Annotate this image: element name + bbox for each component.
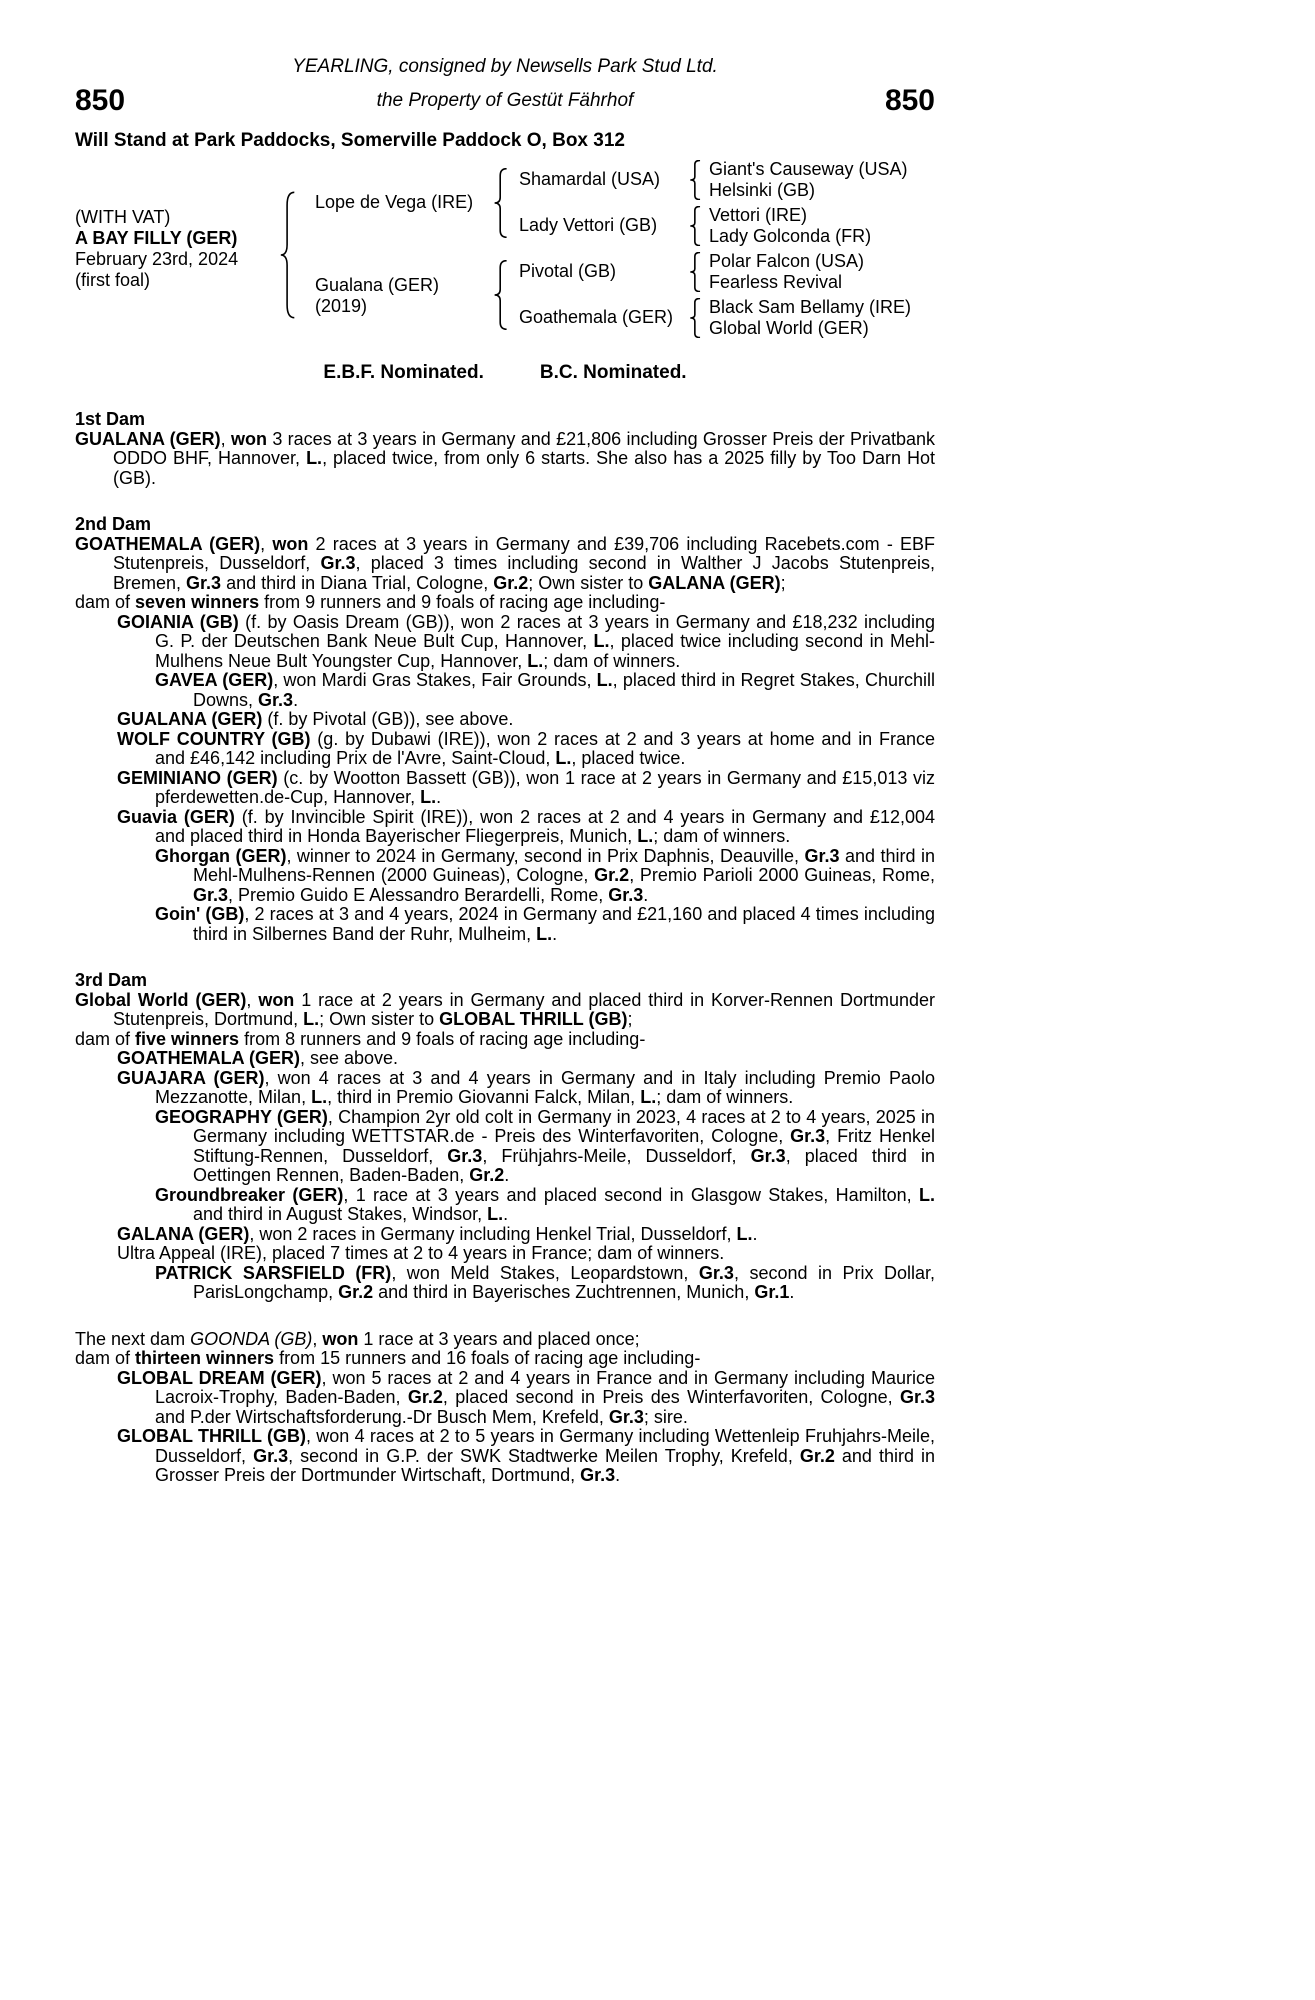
pedigree-paragraph: [75, 1186, 935, 1225]
pedigree-sire: Lope de Vega (IRE): [315, 192, 474, 212]
text-segment: 3 races at 3 years in Germany and £21,806 including Grosser Preis der Privatbank ODDO BHF, Hannover,: [113, 428, 935, 468]
text-segment: ,: [312, 1328, 323, 1349]
pedigree-paragraph: [75, 1264, 935, 1303]
text-segment: Gr.2: [338, 1282, 374, 1302]
text-segment: , placed second in Preis des Winterfavoriten, Cologne,: [442, 1387, 900, 1407]
brace-generation1: [279, 191, 297, 319]
text-segment: ,: [260, 533, 273, 554]
pedigree-paragraph: [75, 730, 935, 769]
text-segment: 1 race at 2 years in Germany and placed third in Korver-Rennen Dortmunder Stutenpreis, Dortmund,: [113, 989, 935, 1029]
text-segment: WOLF COUNTRY (GB): [117, 728, 311, 749]
text-segment: GLOBAL THRILL (GB): [117, 1426, 306, 1446]
text-segment: PATRICK SARSFIELD (FR): [155, 1262, 392, 1283]
pedigree-sire-sire-dam: Helsinki (GB): [709, 180, 816, 200]
text-segment: GLOBAL DREAM (GER): [117, 1367, 322, 1388]
text-segment: , see above.: [299, 1048, 399, 1068]
pedigree-paragraph: [75, 1330, 935, 1350]
subject-name: A BAY FILLY (GER): [75, 228, 238, 248]
text-segment: , won Meld Stakes, Leopardstown,: [391, 1262, 699, 1283]
pedigree-dam-dam-dam: Global World (GER): [709, 318, 869, 338]
text-segment: and third in August Stakes, Windsor,: [193, 1204, 488, 1224]
text-segment: and P.der Wirtschaftsforderung.-Dr Busch Mem, Krefeld,: [155, 1406, 609, 1427]
property-line: the Property of Gestüt Fährhof: [376, 90, 634, 111]
consignor-line: YEARLING, consigned by Newsells Park Stud Ltd.: [292, 56, 718, 77]
text-segment: .: [615, 1465, 621, 1485]
dam-section: [75, 971, 935, 1303]
pedigree-sire-sire: Shamardal (USA): [519, 169, 661, 189]
pedigree-paragraph: [75, 1108, 935, 1186]
text-segment: L.: [487, 1204, 504, 1224]
pedigree-sire-dam: Lady Vettori (GB): [519, 215, 658, 235]
text-segment: ; dam of winners.: [653, 826, 791, 846]
pedigree-paragraph: [75, 991, 935, 1030]
text-segment: ,: [220, 428, 231, 449]
text-segment: dam of: [75, 1348, 136, 1368]
text-segment: Gr.3: [750, 1145, 786, 1166]
text-segment: GOIANIA (GB): [117, 611, 239, 632]
text-segment: (f. by Invincible Spirit (IRE)), won 2 races at 2 and 4 years in Germany and £12,004 and placed third in Honda Bayerischer Fliegerpreis, Munich,: [155, 806, 935, 846]
text-segment: L.: [555, 748, 572, 768]
text-segment: won: [258, 989, 295, 1010]
pedigree-dam-sire-sire: Polar Falcon (USA): [709, 251, 865, 271]
text-segment: ; sire.: [643, 1406, 688, 1427]
text-segment: GOONDA (GB): [190, 1328, 313, 1349]
pedigree-dam: Gualana (GER): [315, 275, 440, 295]
text-segment: Gr.2: [493, 572, 529, 593]
catalog-page: [75, 56, 935, 1486]
text-segment: .: [436, 787, 442, 807]
pedigree-paragraph: [75, 710, 935, 730]
text-segment: GAVEA (GER): [155, 670, 274, 690]
section-heading: 3rd Dam: [75, 970, 148, 990]
pedigree-sire-dam-sire: Vettori (IRE): [709, 205, 808, 225]
text-segment: .: [643, 884, 649, 905]
text-segment: dam of: [75, 1028, 136, 1049]
text-segment: and third in Mehl-Mulhens-Rennen (2000 Guineas), Cologne,: [193, 845, 936, 885]
pedigree-paragraph: [75, 808, 935, 847]
text-segment: Gr.3: [193, 884, 229, 905]
pedigree-paragraph: [75, 905, 935, 944]
text-segment: Gr.1: [754, 1282, 790, 1302]
pedigree-paragraph: [75, 1069, 935, 1108]
text-segment: Gr.2: [469, 1165, 505, 1185]
text-segment: Gr.3: [258, 689, 294, 710]
text-segment: GOATHEMALA (GER): [75, 533, 261, 554]
text-segment: , placed 3 times including second in Walther J Jacobs Stutenpreis, Bremen,: [113, 553, 935, 593]
text-segment: (c. by Wootton Bassett (GB)), won 1 race at 2 years in Germany and £15,013 viz pferdewetten.de-Cup, Hannover,: [155, 767, 936, 807]
pedigree-tree: [75, 160, 935, 350]
text-segment: , Premio Guido E Alessandro Berardelli, Rome,: [228, 884, 609, 905]
text-segment: , second in Prix Dollar, ParisLongchamp,: [193, 1262, 935, 1302]
pedigree-paragraph: [75, 613, 935, 672]
text-segment: (f. by Oasis Dream (GB)), won 2 races at 3 years in Germany and £18,232 including G. P. der Deutschen Bank Neue Bult Cup, Hannover,: [155, 611, 935, 651]
text-segment: L.: [306, 448, 323, 468]
pedigree-paragraph: [75, 1225, 935, 1245]
text-segment: L.: [303, 1009, 320, 1029]
pedigree-sire-dam-dam: Lady Golconda (FR): [709, 226, 872, 246]
text-segment: , placed twice, from only 6 starts. She also has a 2025 filly by Too Darn Hot (GB).: [113, 448, 935, 488]
text-segment: 1 race at 3 years and placed once;: [358, 1328, 640, 1349]
text-segment: ; dam of winners.: [543, 650, 681, 671]
text-segment: .: [789, 1282, 795, 1302]
brace-dam-sire-parents: [689, 252, 702, 292]
pedigree-paragraph: [75, 1049, 935, 1069]
bc-nomination: B.C. Nominated.: [539, 362, 687, 383]
pedigree-dam-dam-sire: Black Sam Bellamy (IRE): [709, 297, 912, 317]
dam-section: [75, 515, 935, 944]
text-segment: won: [231, 428, 267, 449]
text-segment: Groundbreaker (GER): [155, 1184, 344, 1205]
text-segment: L.: [919, 1184, 936, 1205]
text-segment: Gr.3: [253, 1445, 289, 1466]
text-segment: GUALANA (GER): [75, 428, 221, 449]
text-segment: Guavia (GER): [117, 806, 235, 827]
text-segment: Gr.3: [899, 1387, 936, 1407]
brace-dam-parents: [493, 260, 509, 330]
brace-dam-dam-parents: [689, 298, 702, 338]
text-segment: ; Own sister to: [528, 572, 649, 593]
text-segment: L.: [736, 1223, 753, 1244]
text-segment: L.: [536, 923, 553, 944]
pedigree-paragraph: [75, 1244, 935, 1264]
nominations-row: [75, 362, 935, 384]
text-segment: from 15 runners and 16 foals of racing age including-: [274, 1348, 701, 1368]
text-segment: , Fritz Henkel Stiftung-Rennen, Dusseldorf,: [193, 1126, 935, 1166]
text-segment: (f. by Pivotal (GB)), see above.: [262, 709, 514, 729]
text-segment: , Champion 2yr old colt in Germany in 2023, 4 races at 2 to 4 years, 2025 in Germany including WETTSTAR.de - Preis des Winterfavoriten, Cologne,: [193, 1106, 936, 1146]
brace-sire-parents: [493, 168, 509, 238]
pedigree-paragraph: [75, 847, 935, 906]
section-heading: 2nd Dam: [75, 514, 152, 534]
pedigree-dam-year: (2019): [315, 296, 368, 316]
text-segment: .: [504, 1165, 510, 1185]
text-segment: , placed twice.: [571, 748, 686, 768]
text-segment: , placed third in Oettingen Rennen, Baden-Baden,: [193, 1145, 935, 1185]
text-segment: L.: [527, 650, 544, 671]
text-segment: , Premio Parioli 2000 Guineas, Rome,: [629, 865, 935, 885]
text-segment: , 1 race at 3 years and placed second in Glasgow Stakes, Hamilton,: [343, 1184, 920, 1205]
text-segment: .: [552, 923, 558, 944]
pedigree-text: [75, 410, 935, 1486]
pedigree-paragraph: [75, 769, 935, 808]
text-segment: and third in Bayerisches Zuchtrennen, Munich,: [373, 1282, 755, 1302]
pedigree-paragraph: [75, 1349, 935, 1369]
pedigree-paragraph: [75, 593, 935, 613]
pedigree-dam-dam: Goathemala (GER): [519, 307, 674, 327]
lot-number-left: 850: [75, 84, 126, 117]
pedigree-paragraph: [75, 1427, 935, 1486]
text-segment: Gr.3: [608, 884, 644, 905]
text-segment: ; Own sister to: [319, 1009, 440, 1029]
text-segment: won: [272, 533, 309, 554]
foal-date: February 23rd, 2024: [75, 249, 239, 269]
text-segment: GALANA (GER): [648, 572, 781, 593]
text-segment: five winners: [135, 1028, 240, 1049]
text-segment: , won 2 races in Germany including Henkel Trial, Dusseldorf,: [249, 1223, 737, 1244]
text-segment: Gr.3: [447, 1145, 483, 1166]
section-heading: 1st Dam: [75, 409, 146, 429]
text-segment: from 9 runners and 9 foals of racing age including-: [259, 592, 666, 612]
text-segment: GLOBAL THRILL (GB): [439, 1009, 628, 1029]
text-segment: GEOGRAPHY (GER): [155, 1106, 328, 1127]
text-segment: The next dam: [75, 1328, 191, 1349]
text-segment: .: [293, 689, 299, 710]
text-segment: Gr.3: [186, 572, 222, 593]
pedigree-paragraph: [75, 535, 935, 594]
text-segment: and third in Grosser Preis der Dortmunder Wirtschaft, Dortmund,: [155, 1445, 935, 1485]
text-segment: Gr.2: [594, 865, 630, 885]
text-segment: , winner to 2024 in Germany, second in Prix Daphnis, Deauville,: [286, 845, 805, 866]
text-segment: Ghorgan (GER): [155, 845, 287, 866]
text-segment: Gr.3: [580, 1465, 616, 1485]
text-segment: dam of: [75, 592, 136, 612]
pedigree-paragraph: [75, 1030, 935, 1050]
text-segment: ;: [780, 572, 786, 593]
lot-number-right: 850: [884, 84, 935, 117]
text-segment: ,: [246, 989, 259, 1010]
text-segment: , won 4 races at 3 and 4 years in Germany and in Italy including Premio Paolo Mezzanotte, Milan,: [155, 1067, 935, 1107]
text-segment: Gr.2: [799, 1445, 835, 1466]
pedigree-dam-sire: Pivotal (GB): [519, 261, 617, 281]
text-segment: .: [752, 1223, 758, 1244]
text-segment: GALANA (GER): [117, 1223, 250, 1244]
text-segment: Gr.3: [320, 553, 356, 573]
text-segment: L.: [596, 670, 613, 690]
text-segment: GUALANA (GER): [117, 709, 263, 729]
text-segment: Gr.3: [698, 1262, 734, 1283]
text-segment: ;: [627, 1009, 633, 1029]
pedigree-paragraph: [75, 671, 935, 710]
text-segment: , third in Premio Giovanni Falck, Milan,: [327, 1087, 641, 1107]
text-segment: Global World (GER): [75, 989, 247, 1010]
text-segment: Gr.3: [804, 845, 840, 866]
stand-location-line: Will Stand at Park Paddocks, Somerville Paddock O, Box 312: [75, 130, 625, 151]
ebf-nomination: E.B.F. Nominated.: [323, 362, 484, 383]
text-segment: L.: [593, 631, 610, 651]
text-segment: thirteen winners: [135, 1348, 275, 1368]
text-segment: Gr.3: [608, 1406, 644, 1427]
brace-sire-dam-parents: [689, 206, 702, 246]
text-segment: Gr.3: [790, 1126, 826, 1146]
pedigree-paragraph: [75, 1369, 935, 1428]
text-segment: GOATHEMALA (GER): [117, 1048, 300, 1068]
text-segment: and third in Diana Trial, Cologne,: [221, 572, 494, 593]
text-segment: , won Mardi Gras Stakes, Fair Grounds,: [273, 670, 597, 690]
text-segment: , won 5 races at 2 and 4 years in France and in Germany including Maurice Lacroix-Trophy, Baden-Baden,: [155, 1367, 935, 1407]
lot-row: [75, 84, 935, 118]
text-segment: , placed third in Regret Stakes, Churchill Downs,: [193, 670, 935, 710]
text-segment: GEMINIANO (GER): [117, 767, 278, 788]
dam-section: [75, 410, 935, 488]
text-segment: .: [503, 1204, 509, 1224]
dam-section: [75, 1330, 935, 1486]
text-segment: L.: [311, 1087, 328, 1107]
text-segment: Gr.2: [407, 1387, 443, 1407]
text-segment: L.: [637, 826, 654, 846]
text-segment: , placed twice including second in Mehl-Mulhens Neue Bult Youngster Cup, Hannover,: [155, 631, 936, 671]
text-segment: L.: [640, 1087, 657, 1107]
text-segment: , second in G.P. der SWK Stadtwerke Meilen Trophy, Krefeld,: [288, 1445, 800, 1466]
pedigree-paragraph: [75, 430, 935, 489]
text-segment: seven winners: [135, 592, 260, 612]
foal-note: (first foal): [75, 270, 151, 290]
text-segment: , won 4 races at 2 to 5 years in Germany including Wettenleip Fruhjahrs-Meile, Dusseldorf,: [155, 1426, 935, 1466]
pedigree-dam-sire-dam: Fearless Revival: [709, 272, 843, 292]
text-segment: ; dam of winners.: [656, 1087, 794, 1107]
text-segment: 2 races at 3 years in Germany and £39,706 including Racebets.com - EBF Stutenpreis, Dusseldorf,: [113, 533, 935, 573]
text-segment: (g. by Dubawi (IRE)), won 2 races at 2 and 3 years at home and in France and £46,142 including Prix de l'Avre, Saint-Cloud,: [155, 728, 935, 768]
text-segment: won: [322, 1328, 359, 1349]
text-segment: Ultra Appeal (IRE), placed 7 times at 2 to 4 years in France; dam of winners.: [117, 1243, 725, 1263]
pedigree-sire-sire-sire: Giant's Causeway (USA): [709, 159, 908, 179]
text-segment: Goin' (GB): [155, 904, 245, 924]
text-segment: GUAJARA (GER): [117, 1067, 265, 1088]
text-segment: L.: [420, 787, 437, 807]
text-segment: , Frühjahrs-Meile, Dusseldorf,: [482, 1145, 751, 1166]
text-segment: from 8 runners and 9 foals of racing age including-: [239, 1028, 646, 1049]
vat-note: (WITH VAT): [75, 207, 171, 227]
brace-sire-sire-parents: [689, 160, 702, 200]
text-segment: , 2 races at 3 and 4 years, 2024 in Germany and £21,160 and placed 4 times including third in Silbernes Band der Ruhr, Mulheim,: [193, 904, 935, 944]
